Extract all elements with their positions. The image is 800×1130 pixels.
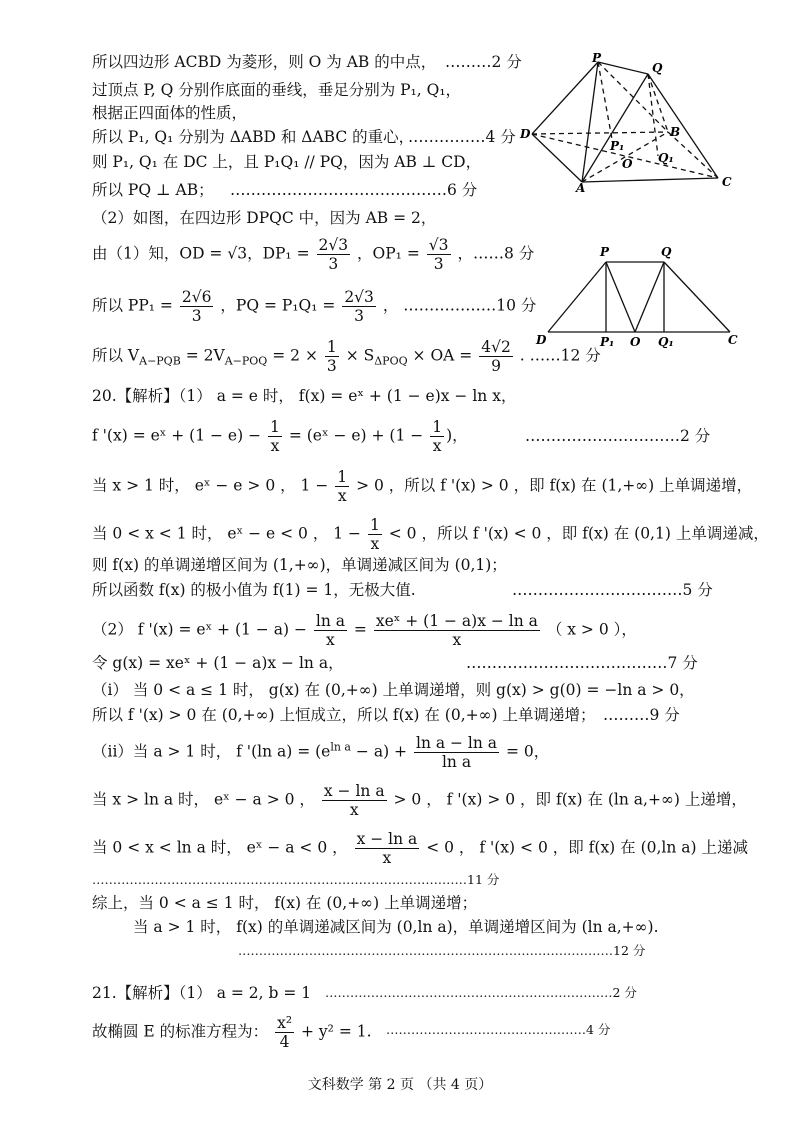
point-label-O: O xyxy=(622,157,633,171)
fraction xyxy=(427,236,451,273)
fraction xyxy=(479,338,513,375)
score-mark: . ……12 分 xyxy=(519,346,601,365)
denominator: 3 xyxy=(328,255,339,273)
text: 当 0 < x < ln a 时， eˣ − a < 0 ， xyxy=(92,838,348,857)
score-mark: ……………4 分 xyxy=(408,128,516,146)
text-line: 根据正四面体的性质， xyxy=(92,104,248,122)
text-line: （2）如图，在四边形 DPQC 中，因为 AB = 2， xyxy=(92,209,437,227)
text: < 0 ，所以 f '(x) < 0 ，即 f(x) 在 (0,1) 上单调递减， xyxy=(383,524,769,543)
text: 所以 V xyxy=(92,346,140,365)
fraction xyxy=(317,236,351,273)
fraction xyxy=(314,612,347,649)
numerator: x − ln a xyxy=(323,782,385,800)
numerator: 4√2 xyxy=(481,338,511,356)
subscript: A−POQ xyxy=(224,354,268,368)
point-label-Q1: Q₁ xyxy=(658,151,674,165)
formula-line xyxy=(92,1014,372,1051)
text-line: 所以 P₁, Q₁ 分别为 ΔABD 和 ΔABC 的重心， xyxy=(92,128,415,146)
point-label-O: O xyxy=(630,335,641,348)
denominator: 3 xyxy=(354,307,365,325)
score-mark: ，……8 分 xyxy=(457,244,535,263)
score-mark: …………………………………………4 分 xyxy=(386,1022,611,1037)
numerator: x − ln a xyxy=(356,830,418,848)
fraction xyxy=(414,734,499,771)
formula-line xyxy=(92,612,637,649)
text: = (eˣ − e) + (1 − xyxy=(283,426,424,445)
score-mark: ………………………………………………………………………………11 分 xyxy=(92,872,500,887)
text: 当 0 < x < 1 时， eˣ − e < 0 ， 1 − xyxy=(92,524,362,543)
trapezoid-figure xyxy=(530,244,744,348)
vertex-label-D: D xyxy=(520,127,531,141)
text: 当 x > 1 时， eˣ − e > 0 ， 1 − xyxy=(92,476,329,495)
text: × S xyxy=(345,346,375,365)
denominator: x xyxy=(382,849,392,867)
formula-line xyxy=(92,468,752,505)
page-footer: 文科数学 第 2 页 （共 4 页） xyxy=(307,1077,493,1093)
subscript: A−PQB xyxy=(139,354,181,368)
numerator: ln a xyxy=(315,612,345,630)
formula-line xyxy=(92,236,534,273)
vertex-label-P: P xyxy=(592,52,602,65)
text: < 0 ， f '(x) < 0 ，即 f(x) 在 (0,ln a) 上递减 xyxy=(421,838,749,857)
fraction xyxy=(342,288,376,325)
vertex-label-B: B xyxy=(670,125,681,139)
numerator: x² xyxy=(277,1014,293,1032)
denominator: x xyxy=(452,631,462,649)
text: > 0 ，所以 f '(x) > 0 ，即 f(x) 在 (1,+∞) 上单调递增， xyxy=(351,476,753,495)
formula-line xyxy=(92,830,748,867)
numerator: 1 xyxy=(369,516,380,534)
text-line: 21.【解析】（1） a = 2, b = 1 xyxy=(92,984,312,1002)
text: − a) + xyxy=(351,742,408,761)
fraction xyxy=(430,418,444,455)
text: f '(x) = eˣ + (1 − e) − xyxy=(92,426,262,445)
fraction xyxy=(180,288,214,325)
score-mark: …………………………2 分 xyxy=(525,427,711,445)
denominator: x xyxy=(432,437,442,455)
formula-line xyxy=(92,288,536,325)
numerator: √3 xyxy=(428,236,449,254)
numerator: 2√3 xyxy=(344,288,374,306)
point-label-P1: P₁ xyxy=(600,335,615,348)
denominator: 3 xyxy=(326,357,337,375)
vertex-label-C: C xyxy=(728,333,738,347)
denominator: x xyxy=(326,631,335,649)
fraction xyxy=(335,468,349,505)
point-label-P1: P₁ xyxy=(610,139,625,153)
text: 所以 PP₁ = xyxy=(92,296,173,315)
numerator: 1 xyxy=(270,418,280,436)
numerator: xeˣ + (1 − a)x − ln a xyxy=(375,612,538,630)
numerator: 2√3 xyxy=(318,236,349,254)
text: = 0， xyxy=(501,742,550,761)
vertex-label-D: D xyxy=(536,333,547,347)
denominator: 3 xyxy=(191,307,202,325)
superscript: ln a xyxy=(330,740,351,754)
numerator: 1 xyxy=(337,468,348,486)
text: （ x > 0 ）， xyxy=(541,620,637,639)
denominator: ln a xyxy=(441,753,472,771)
text-line: 所以 f '(x) > 0 在 (0,+∞) 上恒成立，所以 f(x) 在 (0,+∞) 上单调递增； xyxy=(92,706,596,724)
text: ，PQ = P₁Q₁ = xyxy=(220,296,336,315)
score-mark: ………2 分 xyxy=(445,53,522,71)
fraction xyxy=(322,782,387,819)
text-line: 所以函数 f(x) 的极小值为 f(1) = 1，无极大值. xyxy=(92,581,416,599)
text-line: 所以 PQ ⊥ AB； xyxy=(92,181,214,199)
score-mark: ……………………………………………………………2 分 xyxy=(325,985,637,1000)
formula-line xyxy=(92,338,601,375)
denominator: x xyxy=(337,487,347,505)
text: 由（1）知，OD = √3，DP₁ = xyxy=(92,244,310,263)
denominator: 9 xyxy=(491,357,501,375)
fraction xyxy=(268,418,282,455)
text-line: 20.【解析】（1） a = e 时， f(x) = eˣ + (1 − e)x − ln x， xyxy=(92,387,517,405)
text: = 2 × xyxy=(267,346,318,365)
numerator: 2√6 xyxy=(181,288,212,306)
vertex-label-Q: Q xyxy=(661,245,672,259)
formula-line xyxy=(92,516,769,553)
text: （ii）当 a > 1 时， f '(ln a) = (e xyxy=(92,742,331,761)
text-line: 则 f(x) 的单调递增区间为 (1,+∞)，单调递减区间为 (0,1)； xyxy=(92,556,507,574)
denominator: 4 xyxy=(279,1033,290,1051)
score-mark: ………………………………………………………………………………12 分 xyxy=(238,943,646,958)
text: = 2V xyxy=(180,346,225,365)
text: × OA = xyxy=(407,346,473,365)
text-line: 所以四边形 ACBD 为菱形，则 O 为 AB 的中点， xyxy=(92,53,437,71)
text-line: 令 g(x) = xeˣ + (1 − a)x − ln a， xyxy=(92,654,344,672)
text: + y² = 1. xyxy=(296,1022,372,1041)
text-line: 过顶点 P, Q 分别作底面的垂线，垂足分别为 P₁, Q₁， xyxy=(92,81,462,99)
text: （2） f '(x) = eˣ + (1 − a) − xyxy=(92,620,307,639)
text: )， xyxy=(446,426,468,445)
vertex-label-C: C xyxy=(722,175,732,189)
tetrahedron-figure xyxy=(518,52,740,192)
text-line: 综上，当 0 < a ≤ 1 时， f(x) 在 (0,+∞) 上单调递增； xyxy=(92,894,478,912)
numerator: 1 xyxy=(326,338,337,356)
text: 当 x > ln a 时， eˣ − a > 0 ， xyxy=(92,790,315,809)
subscript: ΔPOQ xyxy=(374,354,408,368)
point-label-Q1: Q₁ xyxy=(658,335,674,348)
text-line: 则 P₁, Q₁ 在 DC 上，且 P₁Q₁ // PQ，因为 AB ⊥ CD， xyxy=(92,153,482,171)
score-mark: ……………………………5 分 xyxy=(512,581,713,599)
score-mark: …………………………………7 分 xyxy=(466,654,698,672)
text: 故椭圆 E 的标准方程为： xyxy=(92,1022,269,1041)
formula-line xyxy=(92,734,549,771)
score-mark: ， ………………10 分 xyxy=(382,296,537,315)
text: > 0 ， f '(x) > 0 ，即 f(x) 在 (ln a,+∞) 上递增， xyxy=(388,790,747,809)
vertex-label-Q: Q xyxy=(652,61,663,75)
formula-line xyxy=(92,418,468,455)
text-line: （i） 当 0 < a ≤ 1 时， g(x) 在 (0,+∞) 上单调递增，则 g(x) > g(0) = −ln a > 0， xyxy=(92,681,695,699)
text: ，OP₁ = xyxy=(357,244,420,263)
denominator: x xyxy=(349,801,359,819)
numerator: 1 xyxy=(432,418,443,436)
score-mark: ……………………………………6 分 xyxy=(230,181,478,199)
numerator: ln a − ln a xyxy=(415,734,498,752)
score-mark: ………9 分 xyxy=(603,706,680,724)
fraction xyxy=(325,338,339,375)
vertex-label-P: P xyxy=(600,245,610,259)
fraction xyxy=(374,612,540,649)
fraction xyxy=(355,830,420,867)
denominator: 3 xyxy=(433,255,444,273)
denominator: x xyxy=(270,437,280,455)
formula-line xyxy=(92,782,747,819)
text-line: 当 a > 1 时， f(x) 的单调递减区间为 (0,ln a)，单调递增区间为 (ln a,+∞). xyxy=(133,918,659,936)
text: = xyxy=(348,620,367,639)
fraction xyxy=(368,516,382,553)
denominator: x xyxy=(370,535,380,553)
fraction xyxy=(275,1014,294,1051)
vertex-label-A: A xyxy=(576,181,586,192)
